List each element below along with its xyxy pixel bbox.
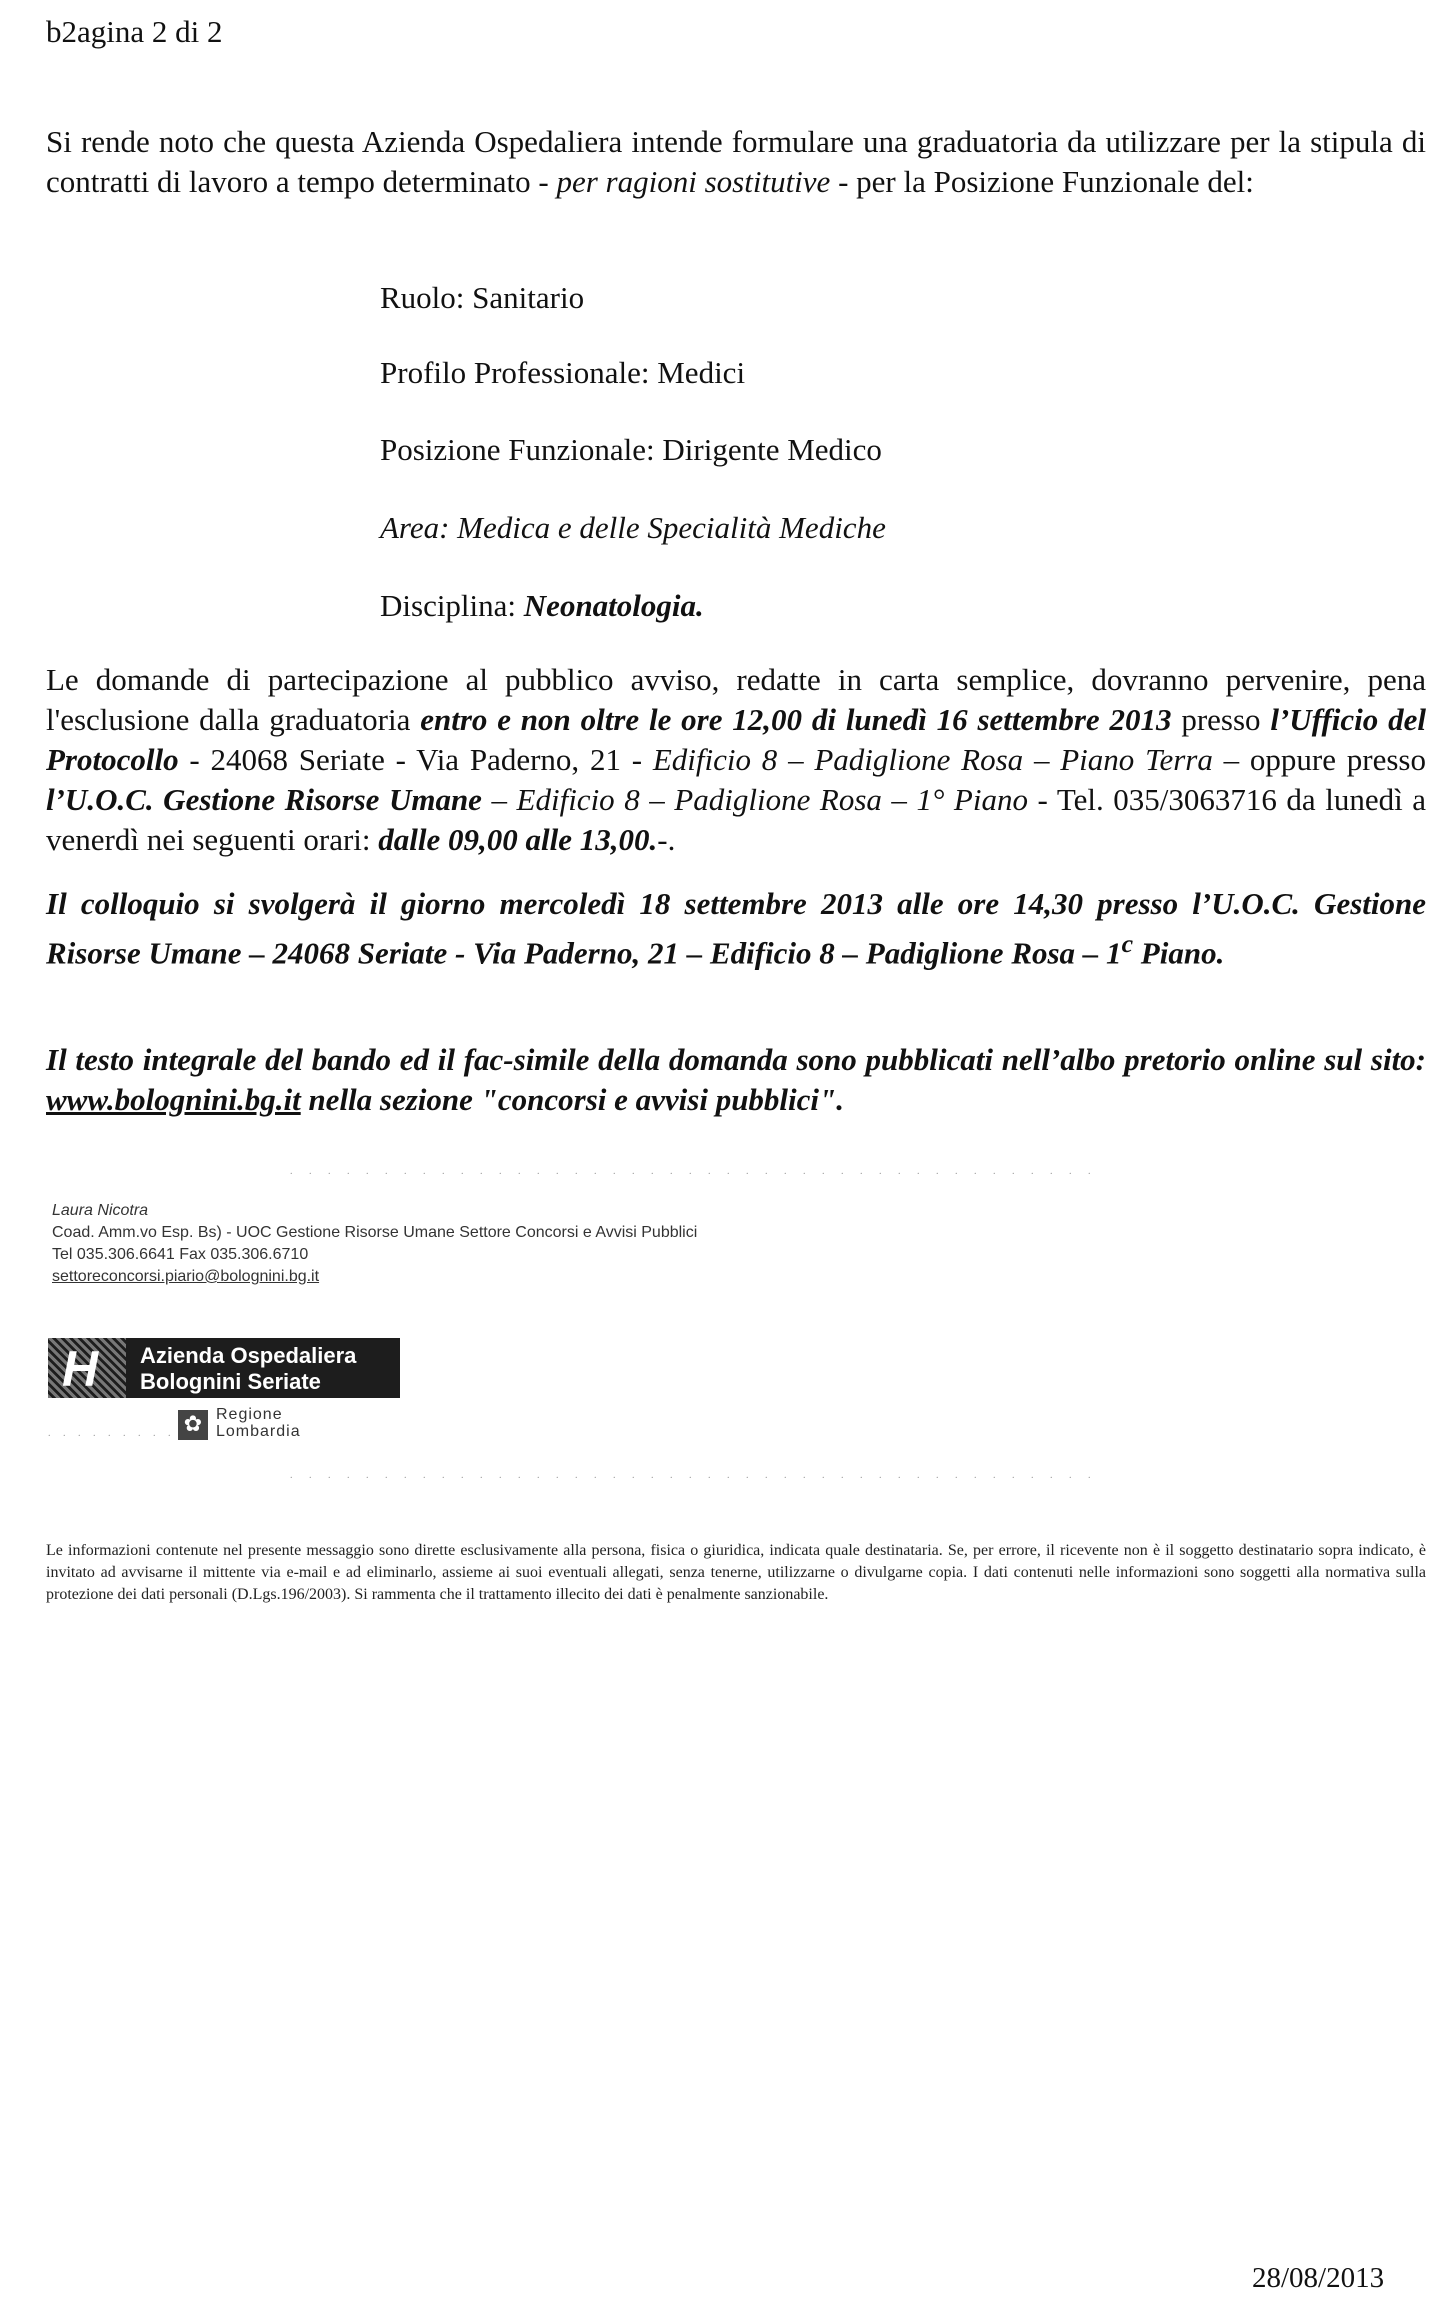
intro-text-end: - per la Posizione Funzionale del:: [830, 164, 1254, 199]
posizione-line: Posizione Funzionale: Dirigente Medico: [380, 432, 882, 467]
apps-text-4: – oppure presso: [1212, 742, 1426, 777]
signature-name: Laura Nicotra: [52, 1202, 149, 1219]
dotted-separator-bottom: . . . . . . . . . . . . . . . . . . . . . . . . . . . . . . . . . . . . . . . . . . .: [290, 1470, 1098, 1481]
interview-end: Piano.: [1133, 935, 1225, 971]
logo-h-icon: H: [62, 1341, 99, 1397]
applications-paragraph: [46, 660, 1426, 860]
regione-text: [216, 1406, 301, 1440]
website-link[interactable]: www.bolognini.bg.it: [46, 1082, 301, 1117]
email-signature: [52, 1200, 697, 1288]
disciplina-line: [380, 588, 704, 624]
disciplina-label: Disciplina:: [380, 588, 524, 623]
intro-italic: per ragioni sostitutive: [556, 164, 831, 199]
dotted-separator-top: . . . . . . . . . . . . . . . . . . . . . . . . . . . . . . . . . . . . . . . . . . .: [290, 1166, 1098, 1177]
ruolo-line: Ruolo: Sanitario: [380, 280, 585, 315]
full-text-before: Il testo integrale del bando ed il fac-simile della domanda sono pubblicati nell’albo pretorio online sul sito:: [46, 1042, 1426, 1077]
apps-hours: dalle 09,00 alle 13,00.: [378, 822, 658, 857]
signature-email[interactable]: settoreconcorsi.piario@bolognini.bg.it: [52, 1268, 320, 1285]
apps-text-2: presso: [1171, 702, 1271, 737]
page-number: b2agina 2 di 2: [46, 14, 223, 49]
apps-text-6: -.: [657, 822, 676, 857]
privacy-disclaimer: Le informazioni contenute nel presente messaggio sono dirette esclusivamente alla persona, fisica o giuridica, indicata quale destinataria. Se, per errore, il ricevente non è il soggetto destinatario sopra indicato, è invitato ad avvisarne il mittente via e-mail e ad eliminarlo, assieme ai suoi eventuali allegati, senza tenerne, utilizzarne o divulgarne copia. I dati contenuti nelle informazioni sono soggetti alla normativa sulla protezione dei dati personali (D.Lgs.196/2003). Si rammenta che il trattamento illecito dei dati è penalmente sanzionabile.: [46, 1542, 1426, 1603]
apps-office: l’Ufficio del Protocollo: [46, 702, 1426, 777]
document-date: 28/08/2013: [1252, 2262, 1385, 2294]
signature-role: Coad. Amm.vo Esp. Bs) - UOC Gestione Risorse Umane Settore Concorsi e Avvisi Pubblici: [52, 1224, 698, 1241]
signature-phone: Tel 035.306.6641 Fax 035.306.6710: [52, 1246, 309, 1263]
regione-line-1: Regione: [216, 1406, 283, 1423]
regione-lombardia-icon: ✿: [178, 1410, 208, 1440]
profilo-line: Profilo Professionale: Medici: [380, 355, 746, 390]
apps-building: Edificio 8 – Padiglione Rosa – Piano Terra: [652, 742, 1213, 777]
full-text-paragraph: [46, 1040, 1426, 1120]
apps-deadline: entro e non oltre le ore 12,00 di lunedì 16 settembre 2013: [420, 702, 1172, 737]
hospital-logo: [48, 1338, 400, 1398]
full-text-after: nella sezione "concorsi e avvisi pubblici".: [300, 1082, 844, 1117]
intro-paragraph: [46, 122, 1426, 202]
apps-text-1: Le domande di partecipazione al pubblico avviso, redatte in carta semplice, dovranno pervenire, pena l'esclusione dalla graduatoria: [46, 662, 1426, 737]
apps-building-2: – Edificio 8 – Padiglione Rosa – 1° Piano: [481, 782, 1028, 817]
dotted-separator-logo: . . . . . . . . .: [48, 1428, 176, 1439]
disciplina-value: Neonatologia.: [523, 588, 704, 623]
logo-line-1: Azienda Ospedaliera: [140, 1343, 357, 1368]
intro-text: Si rende noto che questa Azienda Ospedaliera intende formulare una graduatoria da utilizzare per la stipula di contratti di lavoro a tempo determinato -: [46, 124, 1426, 199]
apps-address: - 24068 Seriate - Via Paderno, 21 -: [178, 742, 653, 777]
area-line: Area: Medica e delle Specialità Mediche: [380, 510, 886, 545]
interview-text: Il colloquio si svolgerà il giorno mercoledì 18 settembre 2013 alle ore 14,30 presso l’U.O.C. Gestione Risorse Umane – 24068 Seriate - Via Paderno, 21 – Edificio 8 – Padiglione Rosa – 1: [46, 886, 1426, 971]
apps-uoc: l’U.O.C. Gestione Risorse Umane: [46, 782, 482, 817]
regione-line-2: Lombardia: [216, 1423, 301, 1440]
interview-sup: c: [1121, 929, 1134, 958]
logo-line-2: Bolognini Seriate: [140, 1369, 321, 1394]
apps-phone: - Tel. 035/3063716 da lunedì a venerdì nei seguenti orari:: [46, 782, 1426, 857]
interview-paragraph: [46, 884, 1426, 973]
